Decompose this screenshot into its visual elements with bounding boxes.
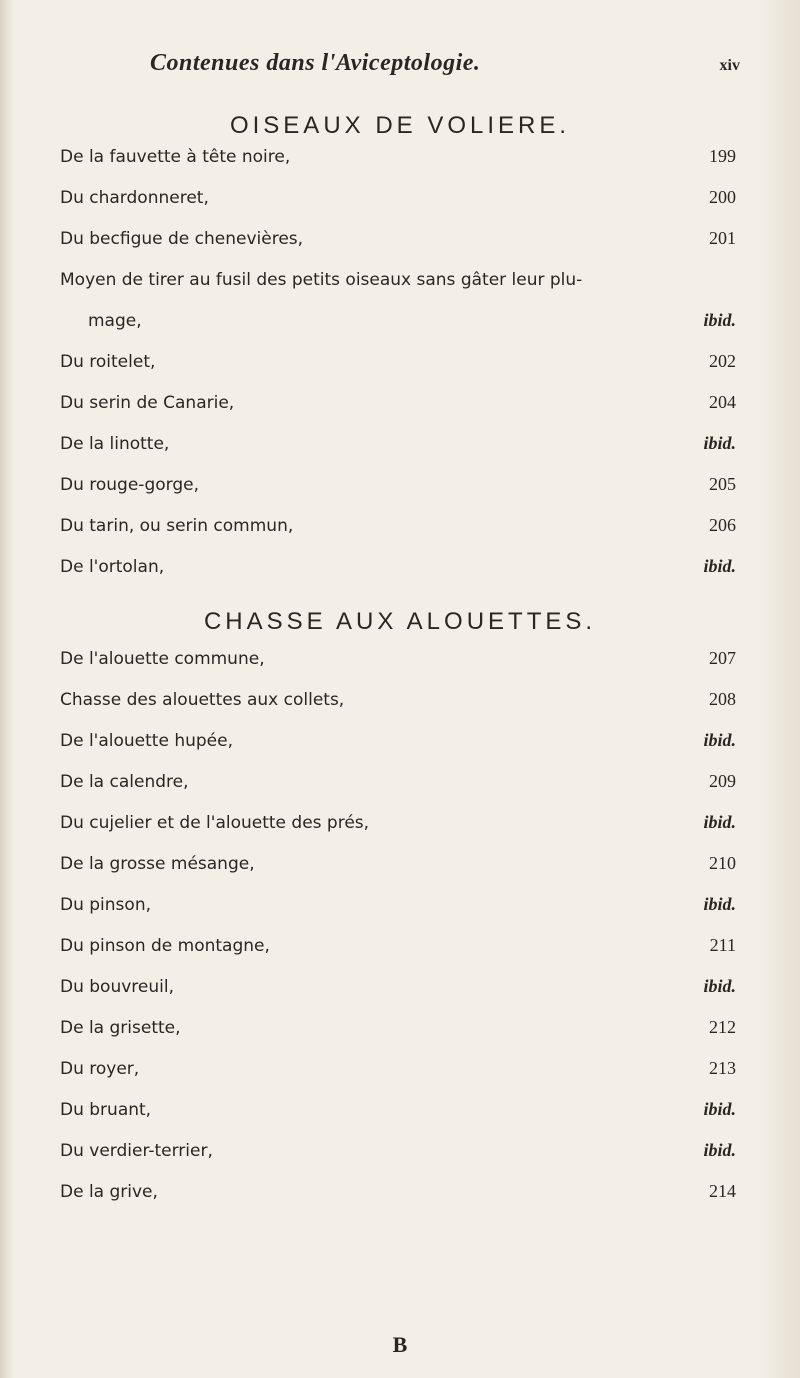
entry-label: De l'alouette hupée, — [60, 730, 233, 751]
entry-label: Du verdier-terrier, — [60, 1140, 213, 1161]
toc-entry — [60, 720, 736, 761]
toc-entry — [60, 761, 736, 802]
toc-entry — [60, 259, 736, 300]
entry-label: De l'ortolan, — [60, 556, 165, 577]
page-folio: xiv — [719, 57, 740, 74]
toc-entry — [60, 546, 736, 587]
toc-entry — [60, 802, 736, 843]
entry-label: Chasse des alouettes aux collets, — [60, 689, 345, 710]
entry-label: De la grisette, — [60, 1017, 181, 1038]
entry-label: Du chardonneret, — [60, 187, 209, 208]
entry-label: Du cujelier et de l'alouette des prés, — [60, 812, 370, 833]
entry-list-alouettes — [60, 638, 736, 1212]
entry-page: 214 — [709, 1181, 736, 1201]
toc-entry — [60, 1130, 736, 1171]
entry-page: ibid. — [703, 310, 736, 330]
entry-page: ibid. — [703, 556, 736, 576]
entry-label: De la grosse mésange, — [60, 853, 255, 874]
entry-page: 199 — [709, 146, 736, 166]
running-title: Contenues dans l'Aviceptologie. — [150, 50, 481, 76]
entry-label: Moyen de tirer au fusil des petits oiseaux sans gâter leur plu- — [60, 269, 583, 290]
entry-page: 201 — [709, 228, 736, 248]
entry-label: Du roitelet, — [60, 351, 156, 372]
entry-page: 206 — [709, 515, 736, 535]
entry-label: Du pinson, — [60, 894, 151, 915]
entry-page: 207 — [709, 648, 736, 668]
entry-page: 212 — [709, 1017, 736, 1037]
entry-page: 208 — [709, 689, 736, 709]
toc-entry — [60, 1007, 736, 1048]
entry-label: Du bruant, — [60, 1099, 152, 1120]
toc-entry — [60, 423, 736, 464]
entry-page: 200 — [709, 187, 736, 207]
toc-entry — [60, 136, 736, 177]
toc-entry — [60, 300, 736, 341]
entry-label: De la grive, — [60, 1181, 158, 1202]
entry-label: Du pinson de montagne, — [60, 935, 270, 956]
toc-entry — [60, 884, 736, 925]
toc-entry — [60, 1089, 736, 1130]
running-head — [150, 50, 740, 77]
section-heading-voliere: OISEAUX DE VOLIERE. — [229, 112, 571, 139]
entry-list-voliere — [60, 136, 736, 587]
toc-entry — [60, 925, 736, 966]
entry-page: ibid. — [703, 894, 736, 914]
toc-entry — [60, 382, 736, 423]
entry-label: Du tarin, ou serin commun, — [60, 515, 294, 536]
toc-entry — [60, 464, 736, 505]
toc-entry — [60, 177, 736, 218]
signature-mark: B — [392, 1332, 408, 1357]
toc-entry — [60, 843, 736, 884]
toc-entry — [60, 218, 736, 259]
section-heading-alouettes: CHASSE AUX ALOUETTES. — [203, 608, 597, 635]
entry-page: ibid. — [703, 730, 736, 750]
entry-page: 202 — [709, 351, 736, 371]
entry-page: 204 — [709, 392, 736, 412]
entry-label: De la calendre, — [60, 771, 189, 792]
entry-page: 213 — [709, 1058, 736, 1078]
entry-page: ibid. — [703, 1099, 736, 1119]
toc-entry — [60, 966, 736, 1007]
toc-entry — [60, 1171, 736, 1212]
entry-label: mage, — [88, 310, 142, 331]
entry-page: ibid. — [703, 812, 736, 832]
entry-page: 211 — [709, 935, 736, 955]
entry-page: 209 — [709, 771, 736, 791]
toc-entry — [60, 638, 736, 679]
page-spine-shadow — [0, 0, 14, 1378]
entry-page: ibid. — [703, 433, 736, 453]
entry-label: De la fauvette à tête noire, — [60, 146, 291, 167]
entry-label: Du serin de Canarie, — [60, 392, 235, 413]
entry-label: Du royer, — [60, 1058, 140, 1079]
entry-label: Du bouvreuil, — [60, 976, 174, 997]
entry-page: ibid. — [703, 1140, 736, 1160]
entry-page: 210 — [709, 853, 736, 873]
toc-entry — [60, 505, 736, 546]
entry-page: ibid. — [703, 976, 736, 996]
entry-page: 205 — [709, 474, 736, 494]
toc-entry — [60, 679, 736, 720]
entry-label: De l'alouette commune, — [60, 648, 265, 669]
entry-label: Du rouge-gorge, — [60, 474, 199, 495]
page-edge-shadow — [760, 0, 800, 1378]
entry-label: De la linotte, — [60, 433, 170, 454]
toc-entry — [60, 341, 736, 382]
entry-label: Du becfigue de chenevières, — [60, 228, 304, 249]
toc-entry — [60, 1048, 736, 1089]
